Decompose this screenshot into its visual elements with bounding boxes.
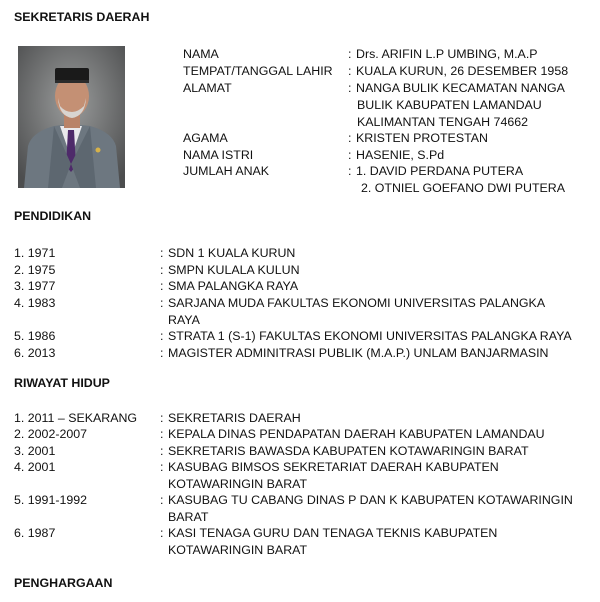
label-ttl: TEMPAT/TANGGAL LAHIR [183,64,333,78]
item-text: MAGISTER ADMINITRASI PUBLIK (M.A.P.) UNLAM BANJARMASIN [168,346,549,360]
item-number: 3. 1977 [14,279,56,293]
colon: : [348,131,352,145]
label-istri: NAMA ISTRI [183,148,254,162]
colon: : [160,526,164,540]
item-number: 3. 2001 [14,444,56,458]
colon: : [160,444,164,458]
item-number: 2. 1975 [14,263,56,277]
item-number: 6. 1987 [14,526,56,540]
colon: : [160,296,164,310]
value-alamat-line-1: NANGA BULIK KECAMATAN NANGA [356,81,565,95]
profile-row-istri [183,147,593,164]
item-text: SDN 1 KUALA KURUN [168,246,296,260]
item-text: KEPALA DINAS PENDAPATAN DAERAH KABUPATEN LAMANDAU [168,427,545,441]
item-number: 2. 2002-2007 [14,427,88,441]
colon: : [348,148,352,162]
value-agama: KRISTEN PROTESTAN [356,131,488,145]
value-alamat-line-2: BULIK KABUPATEN LAMANDAU [357,98,542,112]
value-alamat-line-3: KALIMANTAN TENGAH 74662 [357,115,529,129]
label-agama: AGAMA [183,131,228,145]
item-text: SMPN KULALA KULUN [168,263,300,277]
colon: : [348,64,352,78]
profile-row-anak [183,163,593,180]
colon: : [160,279,164,293]
item-number: 6. 2013 [14,346,56,360]
colon: : [348,47,352,61]
item-number: 4. 2001 [14,460,56,474]
colon: : [348,164,352,178]
profile-row-alamat [183,80,593,97]
profile-row-alamat-cont [183,97,593,114]
colon: : [160,411,164,425]
colon: : [160,493,164,507]
section-heading-pendidikan: PENDIDIKAN [14,209,92,223]
colon: : [348,81,352,95]
item-text: SMA PALANGKA RAYA [168,279,299,293]
item-text: KASI TENAGA GURU DAN TENAGA TEKNIS KABUPATEN KOTAWARINGIN BARAT [168,526,498,557]
colon: : [160,263,164,277]
colon: : [160,427,164,441]
item-text: STRATA 1 (S-1) FAKULTAS EKONOMI UNIVERSITAS PALANGKA RAYA [168,329,572,343]
profile-row-ttl [183,63,593,80]
item-text: KASUBAG TU CABANG DINAS P DAN K KABUPATEN KOTAWARINGIN BARAT [168,493,573,524]
label-alamat: ALAMAT [183,81,232,95]
value-istri: HASENIE, S.Pd [356,148,445,162]
item-number: 5. 1991-1992 [14,493,88,507]
section-heading-penghargaan: PENGHARGAAN [14,576,113,590]
colon: : [160,246,164,260]
item-text: SEKRETARIS DAERAH [168,411,301,425]
colon: : [160,460,164,474]
value-ttl: KUALA KURUN, 26 DESEMBER 1958 [356,64,569,78]
item-number: 1. 1971 [14,246,56,260]
section-heading-riwayat-hidup: RIWAYAT HIDUP [14,376,110,390]
official-portrait-photo [18,46,125,188]
item-text: KASUBAG BIMSOS SEKRETARIAT DAERAH KABUPATEN KOTAWARINGIN BARAT [168,460,499,491]
label-nama: NAMA [183,47,219,61]
profile-row-anak-cont [183,180,593,197]
value-anak-2: 2. OTNIEL GOEFANO DWI PUTERA [361,181,566,195]
colon: : [160,346,164,360]
item-number: 1. 2011 – SEKARANG [14,411,138,425]
profile-row-nama [183,46,593,63]
label-anak: JUMLAH ANAK [183,164,270,178]
colon: : [160,329,164,343]
value-anak-1: 1. DAVID PERDANA PUTERA [356,164,524,178]
profile-row-agama [183,130,593,147]
item-number: 4. 1983 [14,296,56,310]
item-text: SARJANA MUDA FAKULTAS EKONOMI UNIVERSITAS PALANGKA RAYA [168,296,545,327]
section-heading-sekretaris-daerah: SEKRETARIS DAERAH [14,10,150,24]
item-number: 5. 1986 [14,329,56,343]
profile-row-alamat-cont [183,114,593,131]
item-text: SEKRETARIS BAWASDA KABUPATEN KOTAWARINGIN BARAT [168,444,529,458]
value-nama: Drs. ARIFIN L.P UMBING, M.A.P [356,47,538,61]
